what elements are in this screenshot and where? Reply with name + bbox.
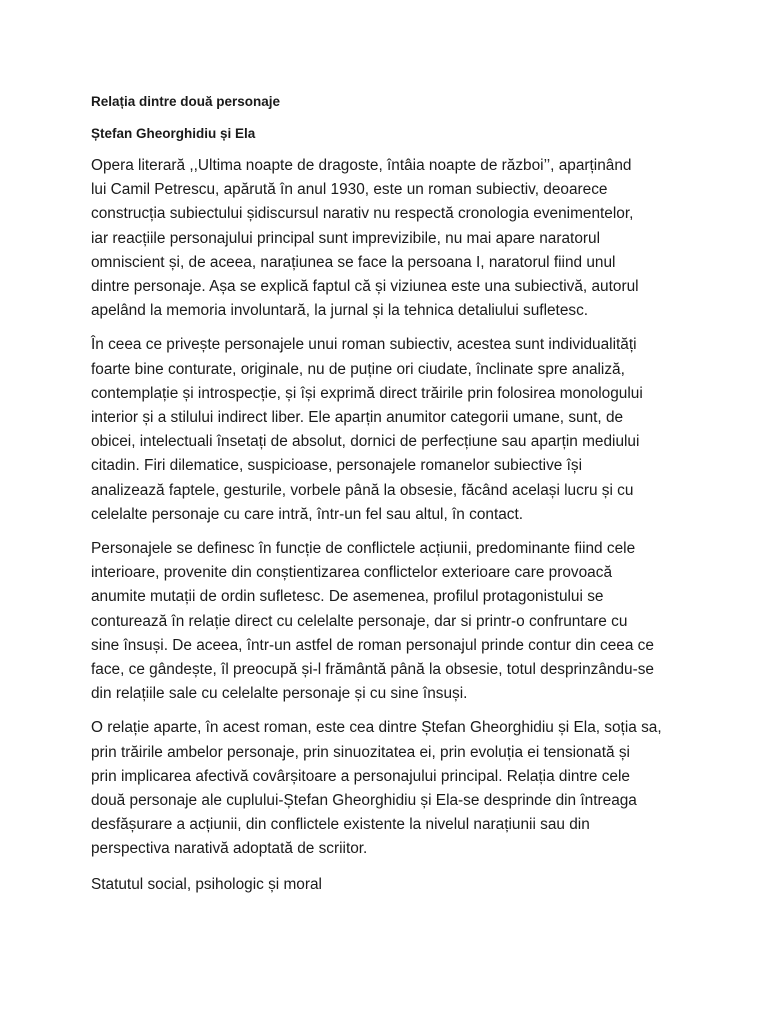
paragraph-line: apelând la memoria involuntară, la jurnal și la tehnica detaliului sufletesc. — [91, 302, 589, 320]
paragraph-line: Personajele se definesc în funcție de conflictele acțiunii, predominante fiind cele — [91, 540, 636, 558]
paragraph-line: construcția subiectului șidiscursul narativ nu respectă cronologia evenimentelor, — [91, 205, 634, 223]
paragraph-line: desfășurare a acțiunii, din conflictele existente la nivelul narațiunii sau din — [91, 816, 590, 834]
paragraph-line: lui Camil Petrescu, apărută în anul 1930, este un roman subiectiv, deoarece — [91, 181, 608, 199]
paragraph-line: dintre personaje. Așa se explică faptul că și viziunea este una subiectivă, autorul — [91, 278, 639, 296]
paragraph-line: obicei, intelectuali însetați de absolut, dornici de perfecțiune sau aparțin mediului — [91, 433, 640, 451]
paragraph-line: citadin. Firi dilematice, suspicioase, personajele romanelor subiective își — [91, 457, 583, 475]
paragraph-line: celelalte personaje cu care intră, într-un fel sau altul, în contact. — [91, 505, 524, 523]
paragraph-line: două personaje ale cuplului-Ștefan Gheorghidiu și Ela-se desprinde din întreaga — [91, 792, 637, 810]
document-title: Relația dintre două personaje — [91, 94, 281, 109]
paragraph-line: iar reacțiile personajului principal sunt imprevizibile, nu mai apare naratorul — [91, 229, 600, 247]
paragraph-relationship — [91, 716, 731, 861]
paragraph-line: face, ce gândește, îl preocupă și-l frământă până la obsesie, totul desprinzându-se — [91, 661, 654, 679]
paragraph-line: O relație aparte, în acest roman, este cea dintre Ștefan Gheorghidiu și Ela, soția sa, — [91, 719, 662, 737]
paragraph-line: interior și a stilului indirect liber. Ele aparțin anumitor categorii umane, sunt, de — [91, 409, 624, 427]
paragraph-intro — [91, 154, 731, 323]
paragraph-line: prin implicarea afectivă covârșitoare a personajului principal. Relația dintre cele — [91, 767, 630, 785]
paragraph-line: Opera literară ,,Ultima noapte de dragoste, întâia noapte de război’’, aparținând — [91, 157, 632, 174]
paragraph-line: interioare, provenite din conștientizarea conflictelor exterioare care provoacă — [91, 564, 612, 582]
section-heading: Statutul social, psihologic și moral — [91, 875, 322, 893]
paragraph-line: perspectiva narativă adoptată de scriitor. — [91, 840, 368, 858]
paragraph-line: analizează faptele, gesturile, vorbele până la obsesie, făcând același lucru și cu — [91, 481, 634, 499]
paragraph-line: sine însuși. De aceea, într-un astfel de roman personajul prinde contur din ceea ce — [91, 636, 654, 654]
paragraph-line: contemplație și introspecție, și își exprimă direct trăirile prin folosirea monologului — [91, 384, 643, 402]
paragraph-line: conturează în relație direct cu celelalte personaje, dar si printr-o confruntare cu — [91, 612, 628, 630]
paragraph-line: prin trăirile ambelor personaje, prin sinuozitatea ei, prin evoluția ei tensionată și — [91, 743, 630, 761]
paragraph-line: foarte bine conturate, originale, nu de puține ori ciudate, înclinate spre analiză, — [91, 360, 625, 378]
paragraph-conflicts — [91, 537, 731, 706]
paragraph-line: din relațiile sale cu celelalte personaje și cu sine însuși. — [91, 685, 468, 703]
paragraph-line: omniscient și, de aceea, narațiunea se face la persoana I, naratorul fiind unul — [91, 253, 616, 271]
paragraph-line: anumite mutații de ordin sufletesc. De asemenea, profilul protagonistului se — [91, 588, 604, 606]
paragraph-line: În ceea ce privește personajele unui roman subiectiv, acestea sunt individualități — [91, 336, 637, 354]
paragraph-characters — [91, 333, 731, 527]
document-subtitle: Ștefan Gheorghidiu și Ela — [91, 126, 256, 141]
document-page — [91, 92, 731, 897]
